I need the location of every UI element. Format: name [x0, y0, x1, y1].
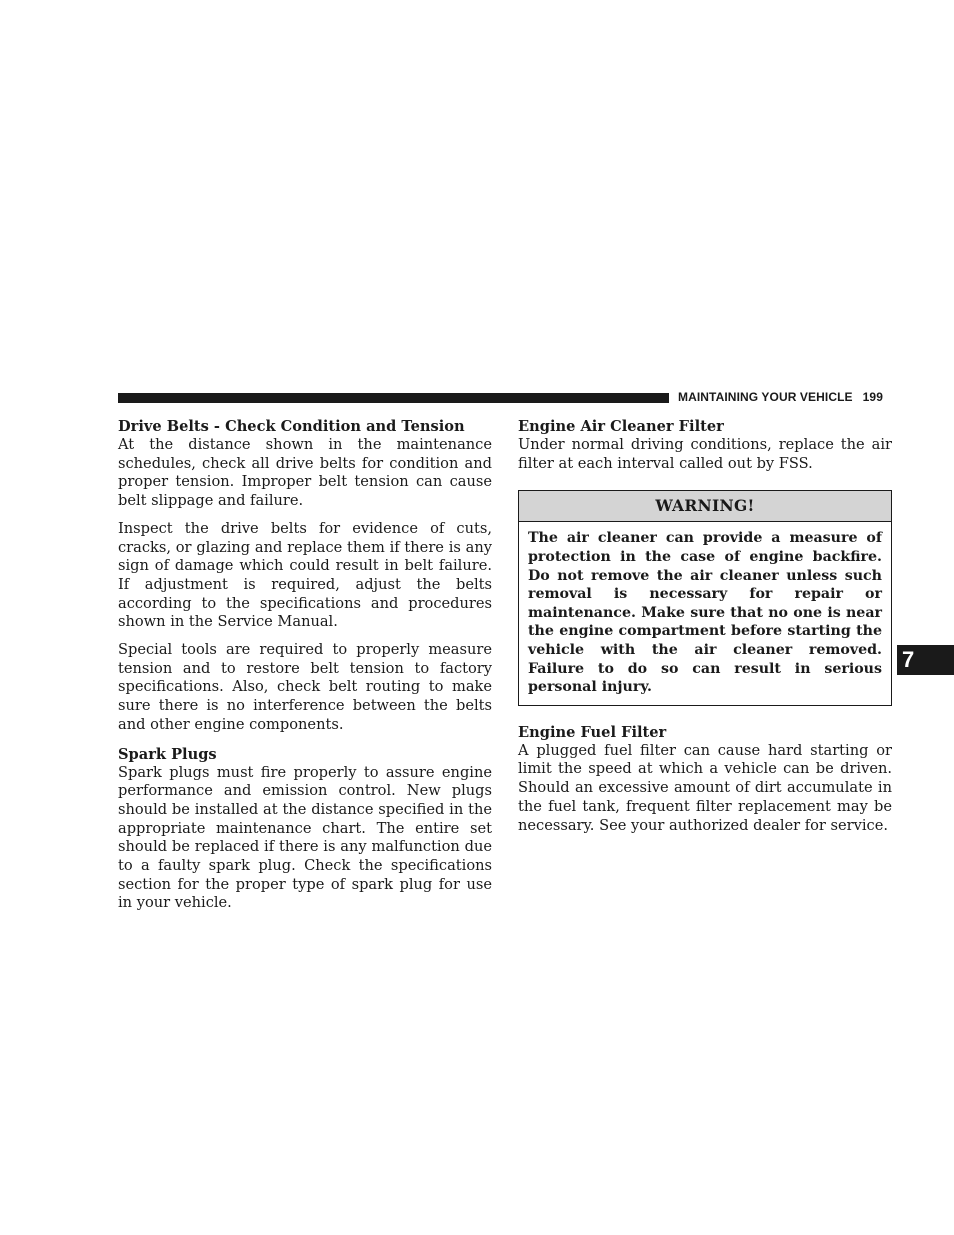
warning-text: The air cleaner can provide a measure of protection in the case of engine backfire. Do not remove the air cleaner unless such removal is necessary for repair or maintenance. Make sure that no one is near the engine compartment before starting the vehicle with the air cleaner removed. Failure to do so can result in serious personal injury.: [528, 530, 882, 696]
running-header: [678, 390, 892, 404]
drive-belts-heading: Drive Belts - Check Condition and Tension: [118, 418, 465, 435]
fuel-filter-heading: Engine Fuel Filter: [518, 723, 667, 741]
chapter-tab: [897, 645, 954, 675]
drive-belts-paragraph-2: Inspect the drive belts for evidence of cuts, cracks, or glazing and replace them if there is any sign of damage which could result in belt failure. If adjustment is required, adjust the belts according to the specifications and procedures shown in the Service Manual.: [118, 519, 492, 631]
header-rule: [118, 393, 669, 403]
air-cleaner-paragraph: Under normal driving conditions, replace the air filter at each interval called out by FSS.: [518, 436, 892, 472]
spark-plugs-paragraph: Spark plugs must fire properly to assure engine performance and emission control. New plugs should be installed at the distance specified in the appropriate maintenance chart. The entire set should be replaced if there is any malfunction due to a faulty spark plug. Check the specifications section for the proper type of spark plug for use in your vehicle.: [118, 763, 492, 912]
left-column: [118, 417, 492, 913]
warning-title: WARNING!: [519, 491, 891, 522]
page-number: 199: [862, 390, 883, 404]
drive-belts-paragraph-1: At the distance shown in the maintenance schedules, check all drive belts for condition and proper tension. Improper belt tension can cause belt slippage and failure.: [118, 436, 492, 510]
drive-belts-paragraph-3: Special tools are required to properly measure tension and to restore belt tension to factory specifications. Also, check belt routing to make sure there is no interference between the belts and other engine components.: [118, 641, 492, 733]
fuel-filter-paragraph: A plugged fuel filter can cause hard starting or limit the speed at which a vehicle can be driven. Should an excessive amount of dirt accumulate in the fuel tank, frequent filter replacement may be necessary. See your authorized dealer for service.: [518, 741, 892, 834]
right-column: [518, 417, 892, 835]
spark-plugs-heading: Spark Plugs: [118, 745, 217, 763]
warning-box: [518, 490, 892, 705]
air-cleaner-heading: Engine Air Cleaner Filter: [518, 418, 724, 435]
chapter-number: 7: [902, 647, 915, 672]
section-title: MAINTAINING YOUR VEHICLE: [678, 390, 853, 404]
